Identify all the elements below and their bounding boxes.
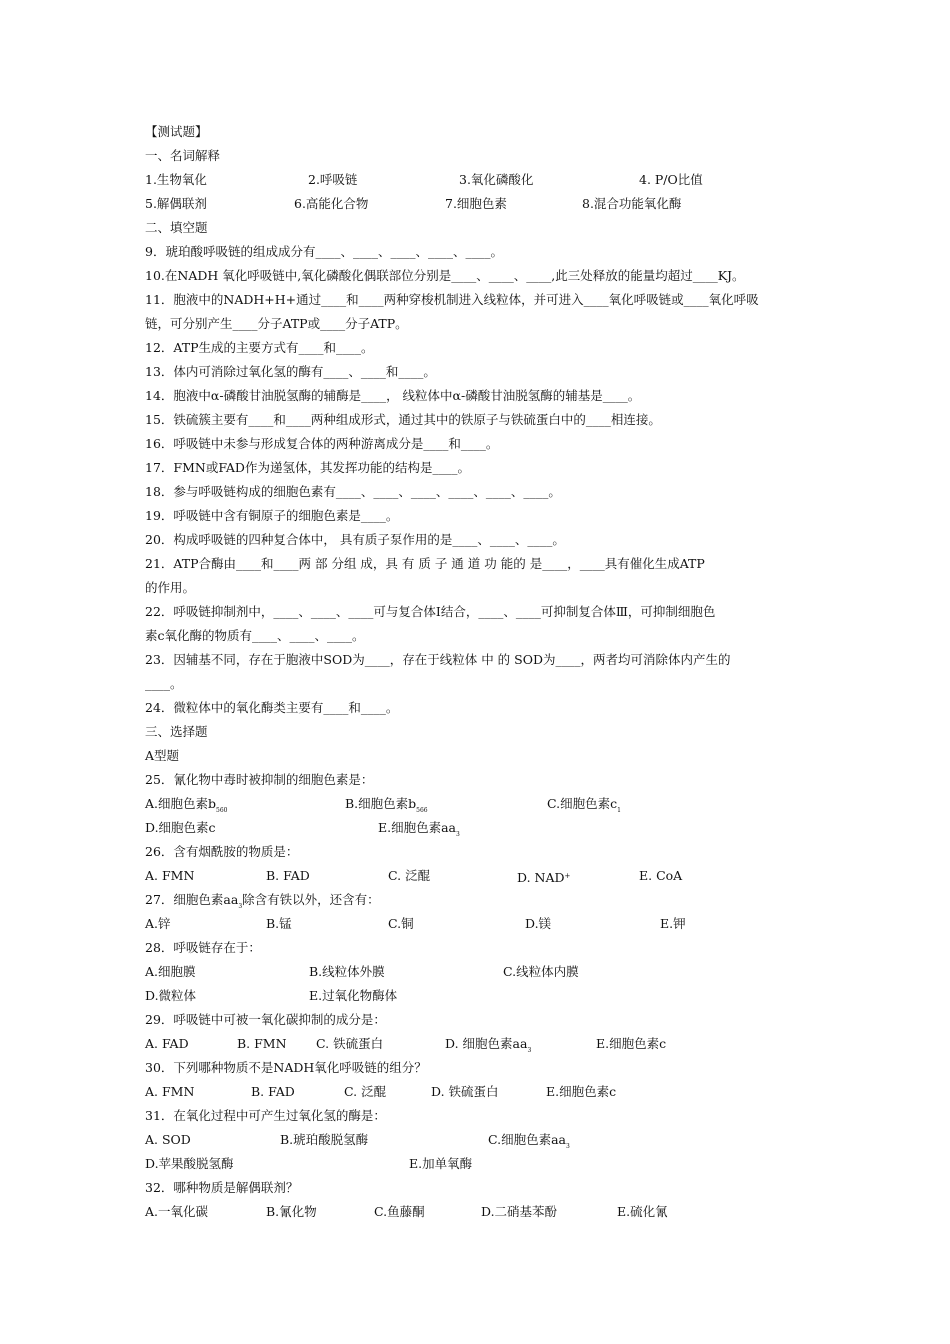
option-a: A. FAD xyxy=(145,1036,189,1051)
question-19: 19．呼吸链中含有铜原子的细胞色素是____。 xyxy=(145,508,399,523)
question-27-options xyxy=(145,912,810,936)
term-item: 3.氧化磷酸化 xyxy=(459,172,534,187)
question-28-options-row-2 xyxy=(145,984,810,1008)
section-heading-terms: 一、名词解释 xyxy=(145,148,221,163)
option-b: B. FMN xyxy=(237,1036,287,1051)
question-32-stem: 32．哪种物质是解偶联剂？ xyxy=(145,1180,299,1195)
option-d: D. 细胞色素$aa_3$ xyxy=(445,1036,532,1054)
doc-title: 【测试题】 xyxy=(145,124,208,139)
option-e: E.加单氧酶 xyxy=(409,1156,473,1171)
question-30-stem: 30．下列哪种物质不是NADH氧化呼吸链的组分？ xyxy=(145,1060,427,1075)
question-16: 16．呼吸链中未参与形成复合体的两种游离成分是____和____。 xyxy=(145,436,499,451)
term-item: 2.呼吸链 xyxy=(308,172,358,187)
option-e: E.细胞色素$aa_3$ xyxy=(378,820,460,838)
option-c: C. 泛醌 xyxy=(344,1084,387,1099)
option-d: D.微粒体 xyxy=(145,988,197,1003)
question-22-line-2: 素c氧化酶的物质有____、____、____。 xyxy=(145,628,365,643)
option-c: C.细胞色素$aa_3$ xyxy=(488,1132,570,1150)
term-item: 5.解偶联剂 xyxy=(145,196,207,211)
question-25-stem: 25．氰化物中毒时被抑制的细胞色素是： xyxy=(145,772,374,787)
question-15: 15．铁硫簇主要有____和____两种组成形式，通过其中的铁原子与铁硫蛋白中的____相连接。 xyxy=(145,412,661,427)
question-32-options xyxy=(145,1200,810,1224)
question-14: 14．胞液中α-磷酸甘油脱氢酶的辅酶是____， 线粒体中α-磷酸甘油脱氢酶的辅基是____。 xyxy=(145,388,641,403)
option-b: B. FAD xyxy=(266,868,310,883)
question-28-options-row-1 xyxy=(145,960,810,984)
term-item: 1.生物氧化 xyxy=(145,172,207,187)
question-31-options-row-2 xyxy=(145,1152,810,1176)
terms-row-1 xyxy=(145,168,810,192)
question-23-line-2: ____。 xyxy=(145,676,183,691)
option-e: E.细胞色素c xyxy=(596,1036,667,1051)
option-c: C.铜 xyxy=(388,916,414,931)
option-d: D. 铁硫蛋白 xyxy=(431,1084,499,1099)
option-a: A. SOD xyxy=(145,1132,191,1147)
question-9: 9．琥珀酸呼吸链的组成成分有____、____、____、____、____。 xyxy=(145,244,503,259)
option-a: A.细胞膜 xyxy=(145,964,196,979)
question-29-options xyxy=(145,1032,810,1056)
option-e: E.细胞色素c xyxy=(546,1084,617,1099)
term-item: 8.混合功能氧化酶 xyxy=(582,196,682,211)
question-17: 17．FMN或FAD作为递氢体，其发挥功能的结构是____。 xyxy=(145,460,470,475)
option-e: E.硫化氰 xyxy=(617,1204,668,1219)
option-e: E.过氧化物酶体 xyxy=(309,988,398,1003)
question-26-stem: 26．含有烟酰胺的物质是： xyxy=(145,844,299,859)
option-c: C.线粒体内膜 xyxy=(503,964,579,979)
type-a-heading: A型题 xyxy=(145,748,180,763)
option-b: B.锰 xyxy=(266,916,292,931)
terms-row-2 xyxy=(145,192,810,216)
option-d: D.镁 xyxy=(525,916,552,931)
question-21-line-2: 的作用。 xyxy=(145,580,196,595)
option-d: D.二硝基苯酚 xyxy=(481,1204,558,1219)
question-25-options-row-1 xyxy=(145,792,810,816)
question-26-options xyxy=(145,864,810,888)
question-23-line-1: 23．因辅基不同，存在于胞液中SOD为____，存在于线粒体 中 的 SOD为____，两者均可消除体内产生的 xyxy=(145,652,731,667)
question-30-options xyxy=(145,1080,810,1104)
term-item: 7.细胞色素 xyxy=(445,196,507,211)
option-a: A. FMN xyxy=(145,868,195,883)
option-a: A.锌 xyxy=(145,916,171,931)
option-b: B.氰化物 xyxy=(266,1204,317,1219)
option-b: B. FAD xyxy=(251,1084,295,1099)
option-b: B.琥珀酸脱氢酶 xyxy=(280,1132,369,1147)
question-28-stem: 28．呼吸链存在于： xyxy=(145,940,261,955)
question-25-options-row-2 xyxy=(145,816,810,840)
option-c: C.鱼藤酮 xyxy=(374,1204,425,1219)
question-21-line-1: 21．ATP合酶由____和____两 部 分组 成，具 有 质 子 通 道 功 能的 是____，____具有催化生成ATP xyxy=(145,556,705,571)
question-18: 18．参与呼吸链构成的细胞色素有____、____、____、____、____、____。 xyxy=(145,484,561,499)
option-d: D.细胞色素c xyxy=(145,820,216,835)
option-d: D. NAD+ xyxy=(517,870,571,885)
option-e: E.钾 xyxy=(660,916,686,931)
option-c: C.细胞色素$c_1$ xyxy=(547,796,621,814)
option-b: B.线粒体外膜 xyxy=(309,964,385,979)
question-22-line-1: 22．呼吸链抑制剂中，____、____、____可与复合体Ⅰ结合，____、____可抑制复合体Ⅲ，可抑制细胞色 xyxy=(145,604,716,619)
question-24: 24．微粒体中的氧化酶类主要有____和____。 xyxy=(145,700,399,715)
question-10: 10.在NADH 氧化呼吸链中,氧化磷酸化偶联部位分别是____、____、____,此三处释放的能量均超过____KJ。 xyxy=(145,268,745,283)
term-item: 4. P/O比值 xyxy=(639,172,703,187)
question-20: 20．构成呼吸链的四种复合体中， 具有质子泵作用的是____、____、____。 xyxy=(145,532,565,547)
term-item: 6.高能化合物 xyxy=(294,196,369,211)
question-31-options-row-1 xyxy=(145,1128,810,1152)
section-heading-fill: 二、填空题 xyxy=(145,220,208,235)
option-a: A.一氧化碳 xyxy=(145,1204,209,1219)
option-b: B.细胞色素$b_{566}$ xyxy=(345,796,428,814)
question-11-line-2: 链，可分别产生____分子ATP或____分子ATP。 xyxy=(145,316,408,331)
option-c: C. 泛醌 xyxy=(388,868,431,883)
document-page xyxy=(145,120,810,1224)
question-11-line-1: 11．胞液中的NADH+H+通过____和____两种穿梭机制进入线粒体，并可进入____氧化呼吸链或____氧化呼吸 xyxy=(145,292,759,307)
question-27-stem: 27．细胞色素$aa_3$除含有铁以外，还含有： xyxy=(145,892,380,910)
question-29-stem: 29．呼吸链中可被一氧化碳抑制的成分是： xyxy=(145,1012,386,1027)
option-a: A. FMN xyxy=(145,1084,195,1099)
option-c: C. 铁硫蛋白 xyxy=(316,1036,384,1051)
option-e: E. CoA xyxy=(639,868,683,883)
question-13: 13．体内可消除过氧化氢的酶有____、____和____。 xyxy=(145,364,436,379)
option-a: A.细胞色素$b_{560}$ xyxy=(145,796,228,814)
question-12: 12．ATP生成的主要方式有____和____。 xyxy=(145,340,374,355)
option-d: D.苹果酸脱氢酶 xyxy=(145,1156,234,1171)
question-31-stem: 31．在氧化过程中可产生过氧化氢的酶是： xyxy=(145,1108,386,1123)
section-heading-choice: 三、选择题 xyxy=(145,724,208,739)
